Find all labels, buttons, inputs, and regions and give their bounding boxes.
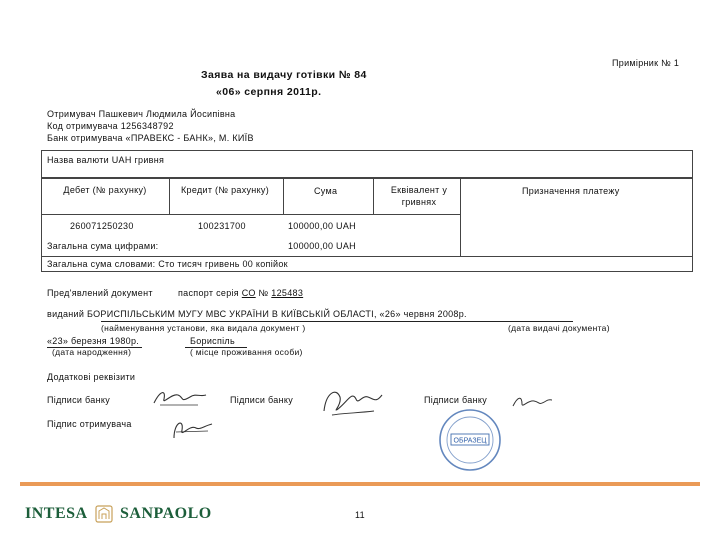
total-words: Загальна сума словами: Сто тисяч гривень 00 копійок <box>47 259 288 269</box>
passport-line <box>178 288 303 298</box>
page-number: 11 <box>355 510 365 520</box>
bank-signatures-label-1: Підписи банку <box>47 395 111 405</box>
passport-number: 125483 <box>271 288 304 298</box>
equivalent-header: Еквівалент у гривнях <box>390 185 448 207</box>
logo-sanpaolo: SANPAOLO <box>120 505 212 522</box>
recipient-signature <box>168 414 216 444</box>
bank-signatures-label-2: Підписи банку <box>230 395 294 405</box>
passport-number-label: № <box>258 288 269 298</box>
document-date: «06» серпня 2011р. <box>216 86 322 98</box>
credit-value: 100231700 <box>198 221 246 231</box>
recipient-signature-label: Підпис отримувача <box>47 419 132 429</box>
total-value: 100000,00 UAH <box>288 241 356 251</box>
sample-label: Примірник № 1 <box>612 58 680 68</box>
recipient-name: Отримувач Пашкевич Людмила Йосипівна <box>47 109 236 119</box>
birth-hint: (дата народження) <box>52 347 132 357</box>
bank-stamp <box>437 407 503 473</box>
residence-hint: ( місце проживання особи) <box>190 347 303 357</box>
recipient-code: Код отримувача 1256348792 <box>47 121 174 131</box>
bank-signature-2 <box>318 383 386 421</box>
issue-date-hint: (дата видачі документа) <box>508 323 610 333</box>
amount-header: Сума <box>314 186 338 196</box>
purpose-header: Призначення платежу <box>522 186 620 196</box>
issued-line: виданий БОРИСПІЛЬСЬКИМ МУГУ МВС УКРАЇНИ В КИЇВСЬКІЙ ОБЛАСТІ, «26» червня 2008р. <box>47 309 467 319</box>
recipient-bank: Банк отримувача «ПРАВЕКС - БАНК», М. КИЇВ <box>47 133 254 143</box>
stamp-text: ОБРАЗЕЦ <box>453 437 487 445</box>
residence-city: Бориспіль <box>190 336 235 346</box>
logo-emblem-icon <box>95 505 113 523</box>
currency-line: Назва валюти UAH гривня <box>47 155 165 165</box>
extra-requisites: Додаткові реквізити <box>47 372 136 382</box>
debit-value: 260071250230 <box>70 221 134 231</box>
logo-intesa: INTESA <box>25 505 88 522</box>
issuer-hint: (найменування установи, яка видала документ ) <box>101 323 306 333</box>
passport-series: СО <box>241 288 256 298</box>
bank-signature-3 <box>510 392 554 412</box>
debit-header: Дебет (№ рахунку) <box>63 185 147 195</box>
document-label: Пред'явлений документ <box>47 288 153 298</box>
bank-signature-1 <box>150 385 210 409</box>
credit-header: Кредит (№ рахунку) <box>180 185 270 195</box>
footer-accent-line <box>20 482 700 486</box>
amount-value: 100000,00 UAH <box>288 221 356 231</box>
birth-date: «23» березня 1980р. <box>47 336 140 346</box>
passport-prefix: паспорт серія <box>178 288 239 298</box>
total-label: Загальна сума цифрами: <box>47 241 159 251</box>
bank-signatures-label-3: Підписи банку <box>424 395 488 405</box>
document-title: Заява на видачу готівки № 84 <box>201 69 367 81</box>
